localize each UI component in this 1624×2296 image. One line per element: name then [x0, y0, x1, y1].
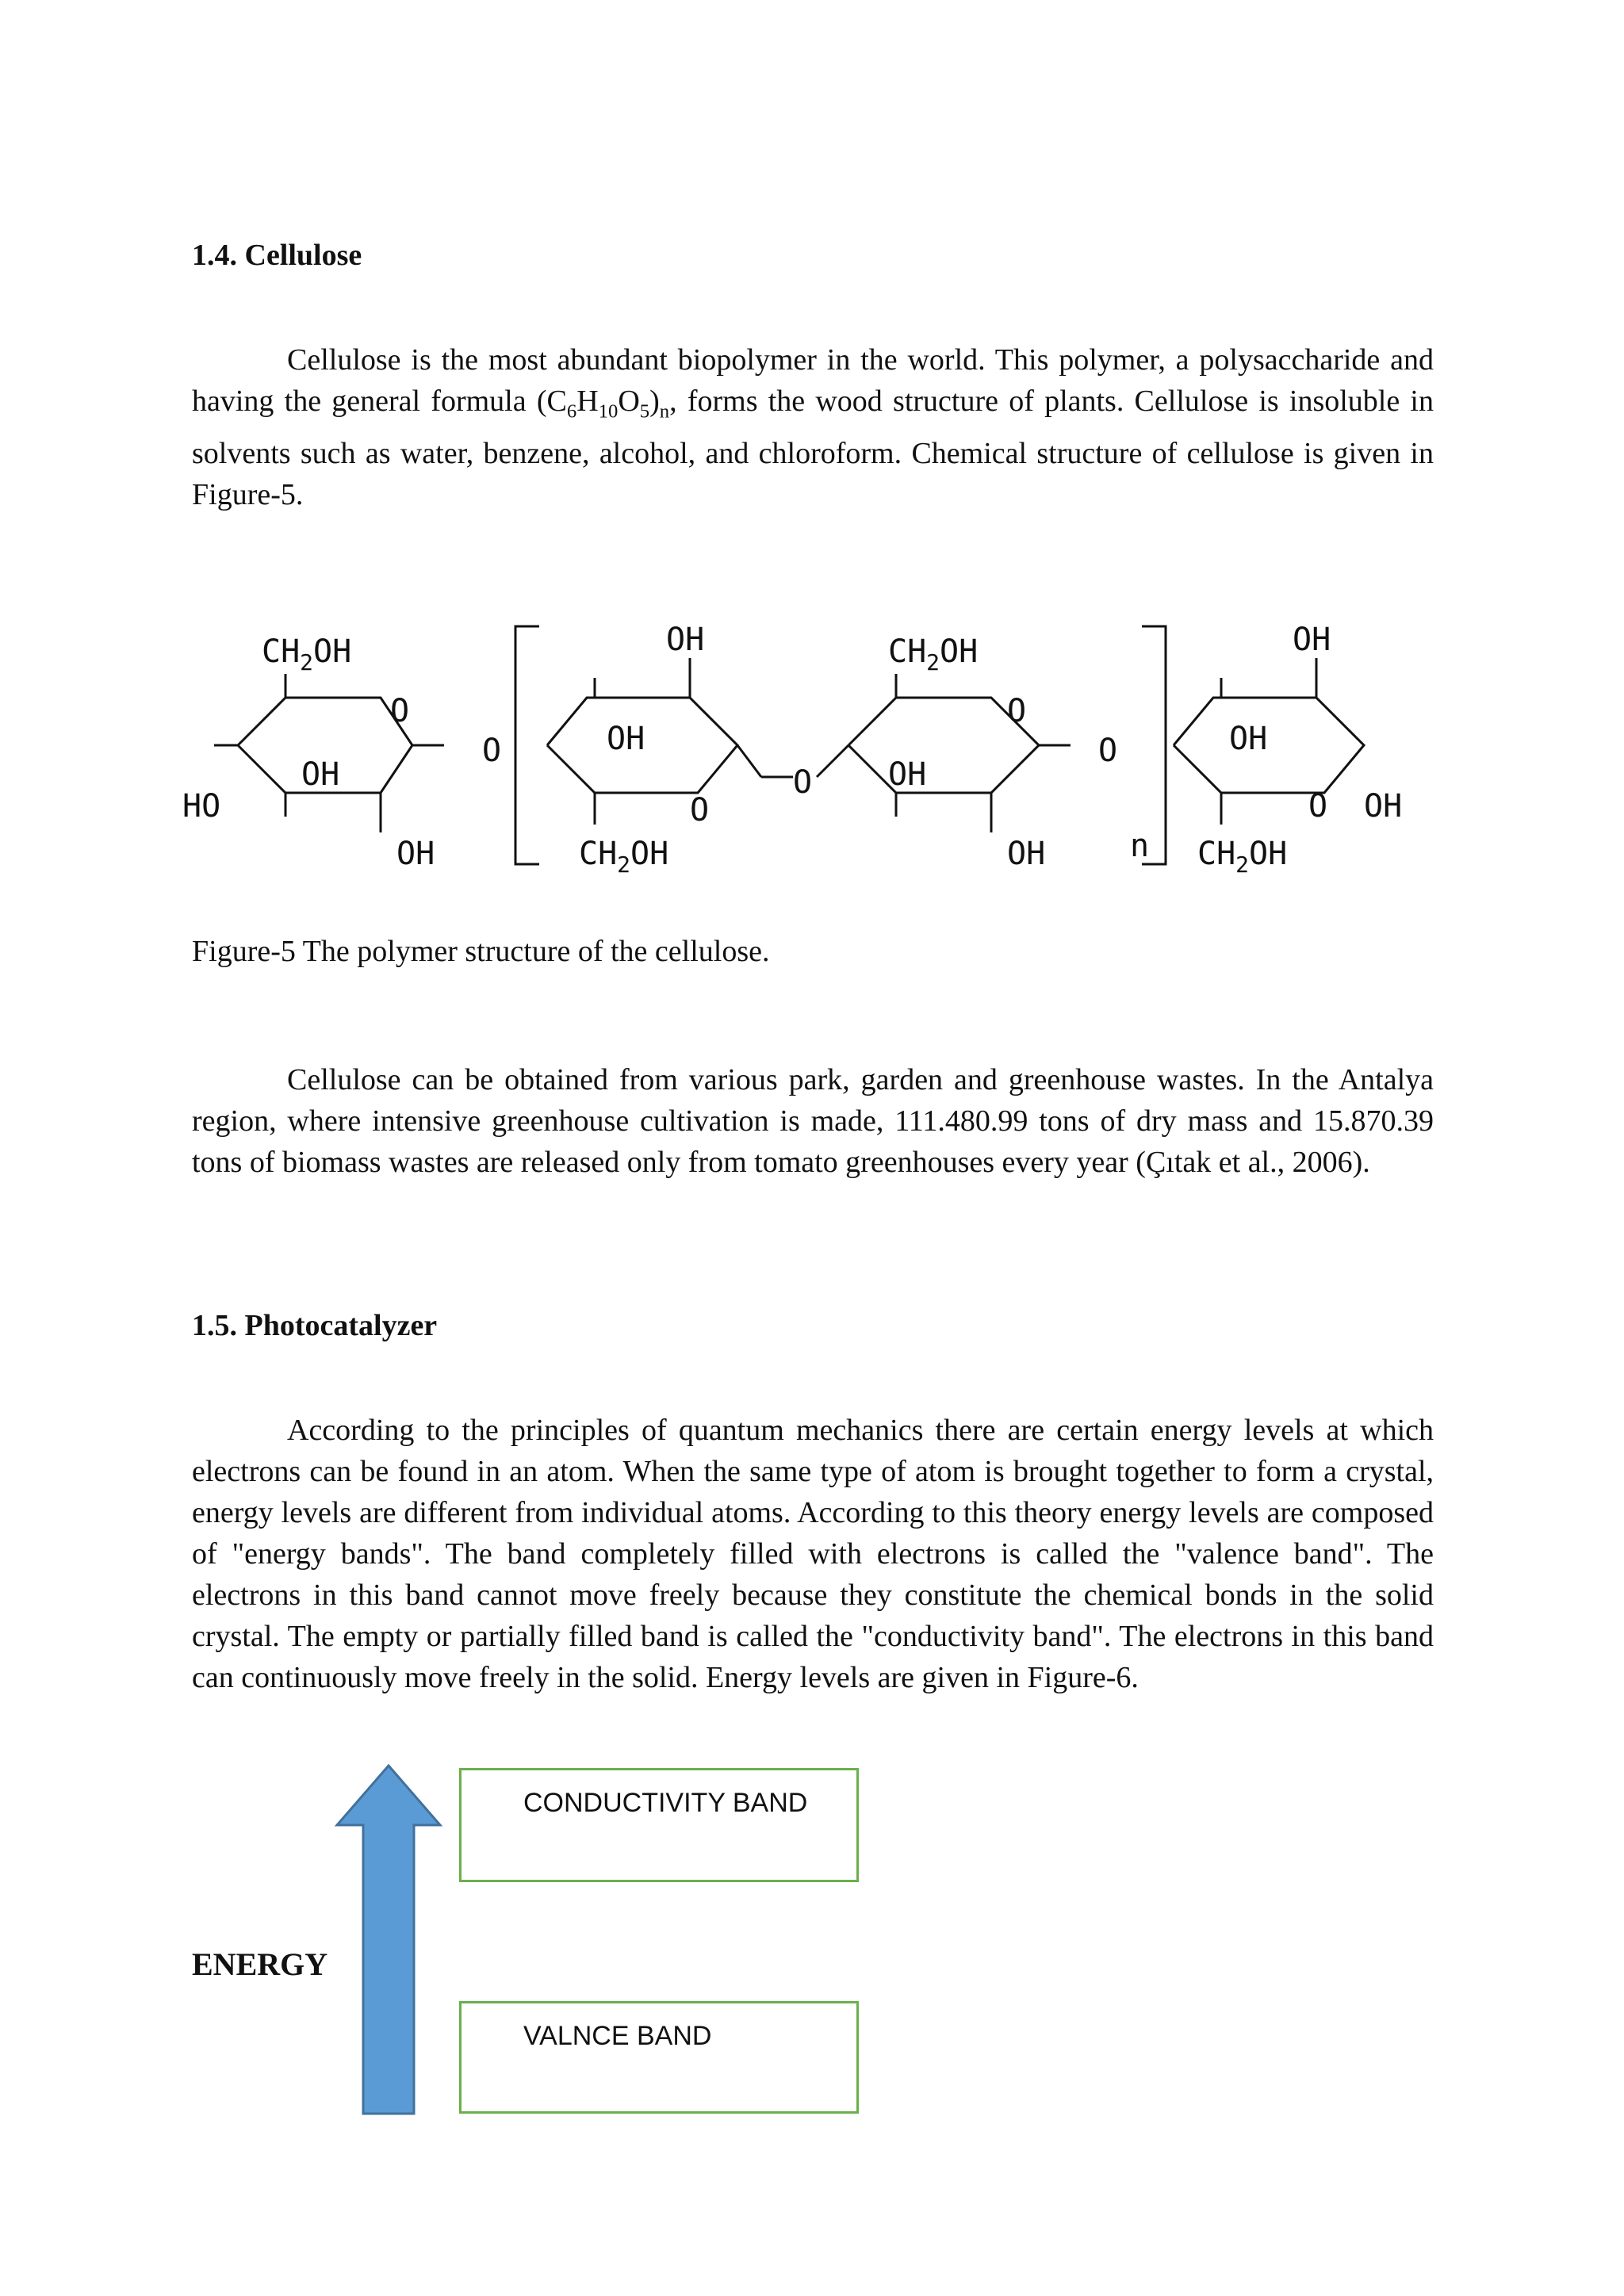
ring-4	[1174, 698, 1364, 793]
conduction-band-label: CONDUCTIVITY BAND	[523, 1788, 808, 1818]
label-oh-3: OH	[666, 622, 705, 658]
energy-arrow-icon	[333, 1763, 444, 2116]
label-o-4: O	[793, 764, 813, 801]
label-o-7: O	[1308, 788, 1328, 825]
label-ch2oh-4: $CH_2OH$	[1197, 836, 1288, 878]
label-ho: HO	[182, 788, 221, 825]
label-oh-4: OH	[607, 721, 645, 757]
label-oh-6: OH	[1007, 836, 1046, 872]
section-heading-cellulose: 1.4. Cellulose	[192, 239, 362, 272]
label-ch2oh-1: $CH_2OH$	[262, 633, 352, 675]
label-oh-8: OH	[1229, 721, 1268, 757]
label-n: n	[1130, 828, 1150, 864]
energy-label: ENERGY	[192, 1946, 328, 1982]
label-oh-7: OH	[1293, 622, 1331, 658]
subscript: 10	[598, 400, 619, 423]
text-segment: , forms the wood structure of plants. Cellulose is insoluble in solvents such as water, benzene, alcohol, and chloroform. Chemical structure of cellulose is given in Figure-5.	[192, 385, 1434, 511]
label-o-3: O	[690, 792, 710, 828]
text-segment: O	[618, 385, 640, 418]
label-ch2oh-2: $CH_2OH$	[579, 836, 669, 878]
cellulose-structure-figure	[182, 603, 1451, 904]
text-segment: Cellulose is the most abundant biopolymer in the world. This polymer, a polysaccharide and having the general formula (C	[192, 343, 1434, 418]
label-o-2: O	[482, 733, 502, 769]
label-oh-1: OH	[301, 756, 340, 793]
figure-5-caption: Figure-5 The polymer structure of the cellulose.	[192, 935, 770, 968]
subscript: 6	[566, 400, 577, 423]
bracket-left	[515, 626, 539, 864]
section-heading-photocatalyzer: 1.5. Photocatalyzer	[192, 1309, 438, 1342]
text-segment: According to the principles of quantum mechanics there are certain energy levels at which electrons can be found in an atom. When the same type of atom is brought together to form a crystal, energy levels are different from individual atoms. According to this theory energy levels are composed of "energy bands". The band completely filled with electrons is called the "valence band". The electrons in this band cannot move freely because they constitute the chemical bonds in the solid crystal. The empty or partially filled band is called the "conductivity band". The electrons in this band can continuously move freely in the solid. Energy levels are given in Figure-6.	[192, 1414, 1434, 1694]
label-o-5: O	[1007, 693, 1027, 729]
valence-band-box	[459, 2001, 859, 2114]
cellulose-intro-paragraph	[192, 339, 1434, 515]
subscript: 5	[639, 400, 650, 423]
label-oh-2: OH	[396, 836, 435, 872]
label-o-6: O	[1098, 733, 1118, 769]
label-oh-9: OH	[1364, 788, 1403, 825]
subscript: n	[659, 400, 670, 423]
text-segment: Cellulose can be obtained from various park, garden and greenhouse wastes. In the Antalya region, where intensive greenhouse cultivation is made, 111.480.99 tons of dry mass and 15.870.39 tons of biomass wastes are released only from tomato greenhouses every year (Çıtak et al., 2006).	[192, 1063, 1434, 1179]
photocatalyzer-paragraph	[192, 1410, 1434, 1698]
text-segment: )	[649, 385, 660, 418]
conduction-band-box	[459, 1768, 859, 1882]
valence-band-label: VALNCE BAND	[523, 2021, 712, 2051]
label-ch2oh-3: $CH_2OH$	[888, 633, 979, 675]
label-oh-5: OH	[888, 756, 927, 793]
label-o-1: O	[390, 693, 410, 729]
text-segment: H	[576, 385, 599, 418]
cellulose-sources-paragraph	[192, 1059, 1434, 1183]
